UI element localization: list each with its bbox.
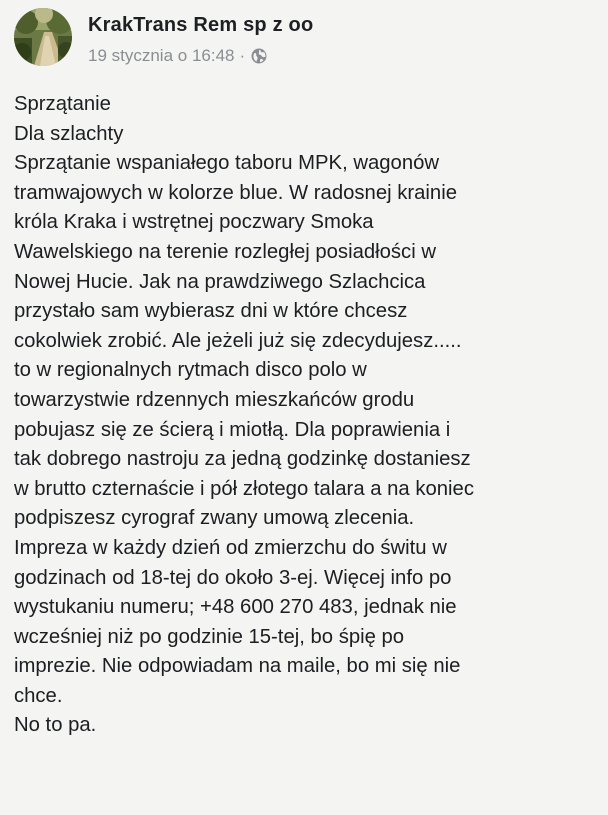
post-text [14, 90, 604, 741]
post-text-line: cokolwiek zrobić. Ale jeżeli już się zdecydujesz..... [14, 329, 462, 352]
post-text-line: to w regionalnych rytmach disco polo w [14, 359, 367, 382]
globe-icon[interactable] [251, 48, 267, 64]
post-text-line: chce. [14, 684, 63, 707]
post-text-line: podpiszesz cyrograf zwany umową zlecenia. [14, 507, 415, 530]
post-text-line: godzinach od 18-tej do około 3-ej. Więcej info po [14, 566, 452, 589]
avatar[interactable] [14, 8, 72, 66]
post-text-line: w brutto czternaście i pół złotego talara a na koniec [14, 477, 474, 500]
post-text-line: tramwajowych w kolorze blue. W radosnej krainie [14, 181, 457, 204]
post-text-line: przystało sam wybierasz dni w które chcesz [14, 300, 408, 323]
header-text [88, 14, 313, 66]
post-text-line: Wawelskiego na terenie rozległej posiadłości w [14, 240, 436, 263]
post-text-line: towarzystwie rdzennych mieszkańców grodu [14, 388, 415, 411]
post-text-line: imprezie. Nie odpowiadam na maile, bo mi się nie [14, 655, 461, 678]
post-text-line: króla Kraka i wstrętnej poczwary Smoka [14, 211, 374, 234]
post-text-line: Nowej Hucie. Jak na prawdziwego Szlachcica [14, 270, 426, 293]
meta-separator: · [239, 46, 246, 65]
post-meta [88, 46, 313, 66]
avatar-photo-icon [14, 8, 72, 66]
post-text-line: wcześniej niż po godzinie 15-tej, bo śpię po [14, 625, 405, 648]
post-text-line: tak dobrego nastroju za jedną godzinkę dostaniesz [14, 448, 471, 471]
post-text-line: Dla szlachty [14, 122, 124, 145]
post-text-line: wystukaniu numeru; +48 600 270 483, jednak nie [14, 596, 457, 619]
post-timestamp[interactable]: 19 stycznia o 16:48 [88, 46, 235, 65]
post-text-line: Impreza w każdy dzień od zmierzchu do świtu w [14, 536, 447, 559]
post-text-line: Sprzątanie wspaniałego taboru MPK, wagonów [14, 152, 440, 175]
post-text-line: pobujasz się ze ścierą i miotłą. Dla poprawienia i [14, 418, 451, 441]
post-header [14, 8, 313, 68]
post-author-name[interactable]: KrakTrans Rem sp z oo [88, 14, 314, 36]
post-text-line: No to pa. [14, 714, 97, 737]
post-text-line: Sprzątanie [14, 93, 111, 115]
